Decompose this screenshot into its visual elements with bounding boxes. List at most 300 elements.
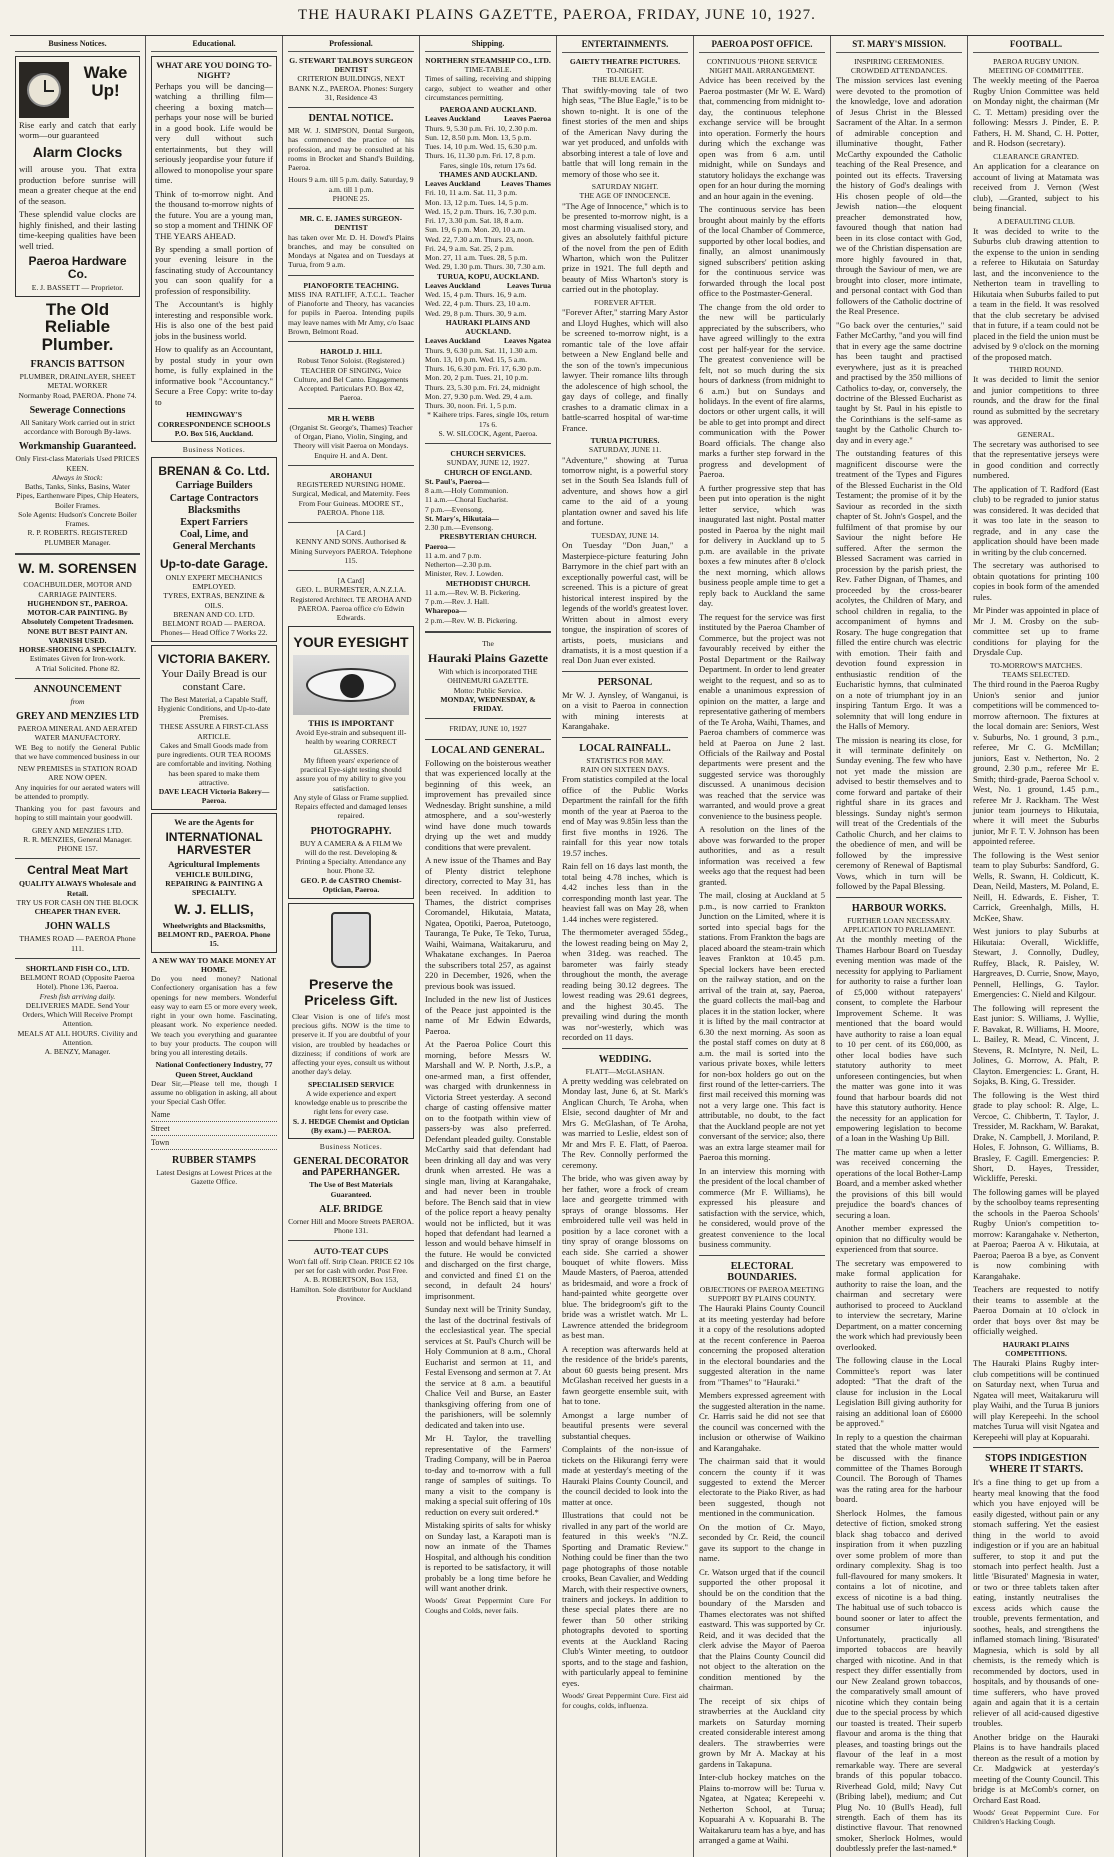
article-headline: ELECTORAL BOUNDARIES.: [727, 1260, 797, 1283]
column-business-notices: [10, 36, 146, 1857]
article-text: At the Paeroa Police Court this morning, before Messrs W. Marshall and W. P. North, J.s.P., a one-armed man, a first offender, was charged with drunkenness in Victoria Street yesterday. A second charge of casting offensive matter on to the footpath within view of passers-by was also preferred. Defendant pleaded guilty. Constable McCarthy said that defendant had been drinking all day and was very drunk when arrested. He was a single man, living at Karangahake, and had never been in trouble before. The Bench said that in view of the police report a heavy penalty would not be inflicted, but it was hoped that defendant had learned a lesson and would behave himself in the future. He would be convicted and discharged on the first charge, and convicted and fined £1 on the second, in default 24 hours' imprisonment.: [425, 1039, 551, 1301]
ad-text: We are the Agents for: [174, 816, 254, 827]
route-row: Wed. 22, 7.30 a.m. Thurs. 23, noon.: [425, 234, 534, 244]
subhead: STATISTICS FOR MAY.: [586, 755, 664, 765]
ad-text: BUY A CAMERA & A FILM We will do the rest. Developing & Printing a Specialty. Attendance any hour. Phone 32.: [295, 838, 407, 876]
route-title: TURUA, KOPU, AUCKLAND.: [437, 271, 539, 281]
ad-name: HAROLD J. HILL: [320, 347, 382, 356]
subhead: CONTINUOUS 'PHONE SERVICE: [706, 56, 818, 66]
route-row: Mon. 27, 11 a.m. Tues. 28, 5 p.m.: [425, 253, 528, 262]
ad-name: MR. C. E. JAMES SURGEON-DENTIST: [299, 214, 403, 233]
route-header: Leaves Auckland Leaves Paeroa: [425, 114, 551, 124]
ad-line: Carriage Builders: [175, 480, 253, 492]
ad-text: A wide experience and expert knowledge enable us to prescribe the right lens for every case.: [294, 1088, 408, 1117]
jar-illustration: [292, 907, 410, 973]
subhead: OBJECTIONS OF PAEROA MEETING: [699, 1284, 825, 1294]
subhead: SUPPORT BY PLAINS COUNTY.: [708, 1294, 816, 1303]
ad-text: VEHICLE BUILDING, REPAIRING & PAINTING A SPECIALTY.: [165, 869, 263, 898]
article-text: It was decided to limit the senior and junior competitions to three rounds, and the draw for the final round as submitted by the secretary was approved.: [973, 374, 1099, 427]
film-title: THE AGE OF INNOCENCE.: [579, 191, 671, 201]
film-title: FOREVER AFTER.: [593, 297, 657, 307]
ad-subhead: PHOTOGRAPHY.: [310, 825, 392, 837]
ad-text: PHONE 25.: [332, 193, 370, 203]
ad-text: GEO. L. BURMESTER, A.N.Z.I.A. Registered Architect. TE AROHA AND PAEROA. Paeroa office c/o Edwin Edwards.: [290, 585, 412, 622]
article-text: The chairman said that it would concern the county if it was suggested to extend the Mercer electorate to the Piako River, as had been suggested, though not mentioned in the communication.: [699, 1456, 825, 1519]
ad-text: NONE BUT BEST PAINT AN. VARNISH USED.: [27, 626, 128, 645]
article-text: Mr W. J. Aynsley, of Wanganui, is on a visit to Paeroa in connection with mining interests at Karangahake.: [562, 689, 688, 732]
article-text: Following on the boisterous weather that was experienced locally at the beginning of this week, an improvement has prevailed since Wednesday. Bright sunshine, a mild atmosphere, and a sou'-westerly wind have done much towards drying up the wet and muddy conditions that were prevalent.: [425, 757, 551, 852]
route-row: Thurs. 23, 5.30 p.m. Fri. 24, midnight: [425, 382, 540, 392]
subhead: APPLICATION TO PARLIAMENT.: [842, 925, 956, 935]
article-text: "The Age of Innocence," which is to be presented to-morrow night, is a most charming visualised story, and gives an absolutely faithful picture of the novel from the pen of Edith Wharton, which won the Pulitzer prize in 1921. The full depth and beauty of Miss Wharton's story is carried out in the photoplay.: [562, 200, 688, 295]
film-title: THE BLUE EAGLE.: [592, 75, 658, 85]
article-text: The secretary was authorised to see that the representative jerseys were in good condition and correctly numbered.: [973, 439, 1099, 481]
route-row: Thurs. 16, 11.30 p.m. Fri. 17, 8 p.m.: [425, 151, 536, 161]
section-header: Business Notices.: [319, 1142, 383, 1152]
section-header: Business Notices.: [15, 39, 140, 52]
route-title: THAMES AND AUCKLAND.: [438, 169, 538, 179]
ad-text: Hours 9 a.m. till 5 p.m. daily. Saturday, 9 a.m. till 1 p.m.: [288, 175, 414, 194]
article-text: In an interview this morning with the president of the local chamber of commerce (Mr F. Williams), he expressed his pleasure and satisfaction with the service, which, he considered, would prove of the greatest convenience to the local business community.: [699, 1165, 825, 1250]
ad-name: ALF. BRIDGE: [319, 1203, 383, 1215]
article-text: "Forever After," starring Mary Astor and Lloyd Hughes, which will also be screened to-morrow night, is a romantic tale of the love affair between a New England belle and the son of the town's impecunious lawyer. Their romance lilts through the adolescence of high school, the gay days of college, and finally crashes to a dramatic climax in a battle-scarred hospital of war-time France.: [562, 307, 688, 433]
gazette-nameplate: Hauraki Plains Gazette: [428, 651, 548, 665]
ad-text: My fifteen years' experience of practical Eye-sight testing should assure you of my ability to give you satisfaction.: [296, 755, 406, 793]
subhead: THIRD ROUND.: [1009, 365, 1063, 375]
route-row: Mon. 27, 9.30 p.m. Wed. 29, 4 a.m.: [425, 391, 533, 401]
subhead: TEAMS SELECTED.: [1002, 669, 1070, 679]
ad-text: THAMES ROAD — PAEROA Phone 111.: [19, 934, 136, 953]
parish-name: Paeroa—: [425, 541, 456, 551]
ad-line: General Merchants: [172, 541, 256, 553]
article-text: The third round in the Paeroa Rugby Union's senior and junior competitions will be commenced to-morrow afternoon. The fixtures at the local domain are: Seniors, West v. Suburbs, No. 1 ground, 3 p.m., referee, Mr C. G. McMillan; juniors, East v. Netherton, No. 2 ground, 2.30 p.m., referee Mr E. Smith; third-grade, Paeroa School v. West, No. 1 ground, 1.45 p.m., referee Mr J. Rackham. The West junior team journeys to Hikutaia, where it will meet the Suburbs junior, Mr F. T. V. Johnson has been appointed referee.: [973, 679, 1100, 847]
route-row: Fri. 24, 9 a.m. Sat. 25, 2 p.m.: [425, 243, 514, 253]
ad-text: CHEAPER THAN EVER.: [34, 907, 121, 917]
route-row: Wed. 22, 4 p.m. Thurs. 23, 10 a.m.: [425, 299, 531, 309]
ad-name: G. STEWART TALBOYS SURGEON DENTIST: [289, 55, 413, 74]
subhead: A DEFAULTING CLUB.: [997, 216, 1075, 226]
column-football: [968, 36, 1104, 1857]
service-row: Netherton—2.30 p.m.: [425, 560, 492, 569]
article-text: West juniors to play Suburbs at Hikutaia: Overall, Wickliffe, Stewart, J. Connolly, Dudley, Ruffey, Black, R. Paisley, W. Hargreaves, D. Currie, Snow, Mayo, Pennell, Hellings, G. Taylor. Emergencies: C. Nield and Kilgour.: [973, 926, 1099, 1000]
ad-text: Any style of Glass or Frame supplied. Repairs effected and damaged lenses repaired.: [293, 792, 409, 821]
gazette-date: FRIDAY, JUNE 10, 1927: [449, 724, 527, 734]
section-header: Educational.: [151, 39, 277, 52]
route-row: Wed. 29, 8 p.m. Thurs. 30, 9 a.m.: [425, 308, 527, 318]
ad-text: By spending a small portion of your evening leisure in the fascinating study of Accountancy you can soon qualify for a profession of responsibility.: [155, 243, 273, 296]
route-row: Wed. 15, 2 p.m. Thurs. 16, 7.30 p.m.: [425, 206, 537, 216]
subhead: PAEROA RUGBY UNION.: [993, 56, 1079, 66]
ad-name: BRENAN & Co. Ltd.: [158, 464, 270, 479]
article-text: Rain fell on 16 days last month, the total being 4.78 inches, which is 4.42 inches less than in the corresponding month last year. The heaviest fall was on May 28, when 1.44 inches were registered.: [562, 861, 688, 924]
article-text: The secretary was authorised to obtain quotations for printing 100 copies in book form of the amended rules.: [973, 560, 1099, 602]
alarm-clock-icon: [19, 62, 69, 118]
article-headline: LOCAL RAINFALL.: [579, 742, 671, 754]
ad-text: A. BENZY, Manager.: [44, 1047, 111, 1057]
article-text: The mail, closing at Auckland at 5 p.m., is now carried to Frankton Junction on the Limited, where it is sorted into special bags for the stations. From Frankton the bags are placed aboard the steam-train which leaves Frankton at 10.45 p.m. Special lockers have been erected on the railway station, and on the arrival of the train at, say, Paeroa, the guard collects the mail-bag and places it in the station locker, where it is lifted by the mail contractor at 6.30 the next morning. As soon as the postal staff comes on duty at 8 a.m. the mail is sorted into the various private boxes, while letters for non-box holders go out on the first round of the letter-carriers. The first mail received this morning was not a very large one. This fact is attributable, no doubt, to the fact that the Auckland people are not yet conversant of the service; also, there was an extra large steamer mail for Paeroa this morning.: [699, 890, 825, 1163]
ad-brenan: [151, 457, 277, 641]
article-text: Inter-club hockey matches on the Plains to-morrow will be: Turua v. Ngatea, at Ngatea; Kerepeehi v. Netherton School, at Turua; Kopuarahi A v. Kopuarahi B. The Waitakaruru team has a bye, and has arranged a game at Waihi.: [699, 1772, 825, 1845]
route-row: Thurs. 30, noon. Fri. 1, 5 p.m.: [425, 401, 517, 410]
ad-text: Estimates Given for Iron-work.: [29, 654, 126, 664]
ad-name: MR H. WEBB: [327, 413, 375, 423]
ad-text: TYRES, EXTRAS, BENZINE & OILS.: [163, 591, 265, 610]
article-headline: PERSONAL: [597, 676, 653, 688]
ad-headline: A NEW WAY TO MAKE MONEY AT HOME.: [152, 955, 276, 974]
ad-text: Perhaps you will be dancing—watching a thrilling film—cheering a boxing match—perhaps your nose will be buried in a good book. Life would be very dull without such entertainments, but they will seriously jeopardise your future if allowed to monopolise your spare time.: [155, 80, 273, 186]
article-text: A resolution on the lines of the above was forwarded to the proper authorities, and as a result information was received a few weeks ago that the request had been granted.: [699, 824, 825, 887]
ad-line: Blacksmiths: [187, 504, 241, 516]
ad-text: Won't fall off. Strip Clean. PRICE £2 10s per set for cash with order. Post Free.: [288, 1256, 414, 1276]
route-row: Wed. 15, 4 p.m. Thurs. 16, 9 a.m.: [425, 290, 527, 299]
ad-headline: WHAT ARE YOU DOING TO-NIGHT?: [156, 59, 272, 81]
subhead: TO-MORROW'S MATCHES.: [989, 660, 1083, 670]
article-text: "Adventure," showing at Turua tomorrow night, is a powerful story set in the South Sea Islands full of adventure, and shows how a girl came to the aid of a young plantation owner and saved his life and fortune.: [562, 454, 688, 528]
article-headline: HARBOUR WORKS.: [851, 902, 947, 914]
ad-text: Agricultural Implements: [168, 859, 260, 870]
ad-text: GREY AND MENZIES LTD.: [32, 825, 123, 835]
ad-name: FRANCIS BATTSON: [30, 359, 125, 371]
church-name: METHODIST CHURCH.: [445, 578, 531, 588]
column-educational: [146, 36, 283, 1857]
ad-text: Robust Tenor Soloist. (Registered.) TEACHER OF SINGING, Voice Culture, and Bel Canto. Engagements Accepted. Particulars P.O. Box 42, Paeroa.: [293, 356, 409, 403]
ad-text: (Organist St. George's, Thames) Teacher of Organ, Piano, Violin, Singing, and Theory will visit Paeroa on Mondays. Enquire H. and A. Dent.: [289, 422, 413, 460]
article-text: Mr H. Taylor, the travelling representative of the Farmers' Trading Company, will be in Paeroa to-day and to-morrow with a full range of samples of suitings. To many a visit to the company is making a special suit offering of 10s reduction on every suit ordered.*: [425, 1433, 551, 1517]
service-row: 7 p.m.—Evensong.: [425, 504, 484, 514]
ad-text: REGISTERED NURSING HOME. Surgical, Medical, and Maternity. Fees From Four Guineas. MOORE ST., PAEROA. Phone 118.: [292, 480, 410, 517]
ad-text: Any inquiries for our aerated waters will be attended to promptly.: [15, 782, 140, 801]
ad-text: DELIVERIES MADE. Send Your Orders, Which Will Receive Prompt Attention.: [22, 1000, 133, 1029]
article-text: An application for a clearance on account of living at Matamata was received from J. Vernon (West club), —Granted, subject to his being financial.: [973, 161, 1099, 214]
subhead: RAIN ON SIXTEEN DAYS.: [580, 765, 670, 775]
subhead: MEETING OF COMMITTEE.: [988, 66, 1084, 76]
ad-text: WE Beg to notify the General Public that we have commenced business in our: [15, 742, 140, 761]
subhead: HAURAKI PLAINS COMPETITIONS.: [1002, 1339, 1070, 1358]
section-title: CHURCH SERVICES.: [450, 449, 526, 458]
subhead: FLATT—McGLASHAN.: [585, 1066, 665, 1076]
ad-text: A Trial Solicited. Phone 82.: [35, 663, 120, 673]
ad-text: [A Card]: [337, 576, 365, 585]
article-text: The bride, who was given away by her father, wore a frock of cream lace and georgette trimmed with sprays of orange blossoms. Her embroidered tulle veil was held in position by a lace coronet with a tiny spray of orange blossoms on each side. She carried a shower bouquet of white flowers. Miss Maude Masters, of Paeroa, attended as bridesmaid, and wore a frock of hand-painted white georgette over blue. The bridegroom's gift to the bride was a wristlet watch. Mr L. Lawrence attended the bridegroom as best man.: [562, 1173, 688, 1341]
ad-text: MEALS AT ALL HOURS. Civility and Attention.: [17, 1028, 138, 1047]
route-title: PAEROA AND AUCKLAND.: [439, 105, 537, 114]
article-text: Teachers are requested to notify their teams to assemble at the Paeroa Domain at 10 o'clock in order that boys over 8st may be officially weighed.: [973, 1284, 1099, 1337]
article-text: At the monthly meeting of the Thames Harbour Board on Tuesday evening mention was made of the necessity for applying to Parliament for authority to raise a further loan of £5,000 without ratepayers' consent, to complete the Harbour Improvement Scheme. It was mentioned that the board would have authority to raise a loan equal to 10 per cent. of its £60,000, as other local bodies have such statutory authority to meet unforeseen contingencies, but when the matter was gone into it was found that harbour boards did not have this statutory authority. Hence the necessity for an application for empowering legislation to become of a loan in the Washing Up Bill.: [836, 934, 962, 1144]
article-text: A further progressive step that has been put into operation is the night letter service, which was inaugurated last night. Postal matter posted in Paeroa by the night mail for delivery in Auckland up to 5 p.m. are available in the private boxes a few minutes after 8 o'clock the next morning, which allows business people ample time to get a reply back to Auckland the same day.: [699, 482, 825, 609]
article-text: The receipt of six chips of strawberries at the Auckland city markets on Saturday morning created considerable interest among dealers. The strawberries were grown by Mr A. Mackay at his gardens in Takapuna.: [699, 1695, 825, 1769]
ad-name: S. J. HEDGE Chemist and Optician (By exam.) — PAEROA.: [292, 1116, 410, 1135]
ad-text: These splendid value clocks are highly finished, and their lasting time-keeping qualities have been well tried.: [19, 209, 136, 251]
ad-text: Wheelwrights and Blacksmiths, BELMONT RD., PAEROA. Phone 15.: [157, 920, 271, 949]
article-text: The mission services last evening were devoted to the promotion of the knowledge, love and adoration of Jesus Christ in the Blessed Sacrament of the Altar. In a sermon of admirable conception and illuminative thought, Father McCarthy expounded the Catholic teaching of the Real Presence, and pointed out its effects. Traversing the history of God's dealings with His chosen people of old—the Jewish nation—the eloquent preacher demonstrated how, favoured though that nation had been in its close contact with God, we of the Christian dispensation are more highly favoured in that, through the Saviour of men, we are brought into closer, more intimate, and personal contact with God than followers of the Catholic doctrine of the Real Presence.: [836, 75, 962, 317]
column-entertainments: [557, 36, 694, 1857]
ad-headline: RUBBER STAMPS: [172, 1154, 256, 1166]
gazette-the: The: [482, 638, 494, 648]
theatre-name: GAIETY THEATRE PICTURES.: [569, 56, 681, 66]
ad-headline: Alarm Clocks: [32, 143, 123, 160]
ad-subhead: THIS IS IMPORTANT: [308, 717, 394, 728]
ad-text: MISS INA RATLIFF, A.T.C.L. Teacher of Pianoforte and Theory, has vacancies for pupils in Paeroa. Intending pupils may leave names with Mr Amy, c/o Isaac Brown, Belmont Road.: [288, 289, 414, 336]
ad-text: Always in Stock:: [52, 472, 103, 482]
gazette-days: MONDAY, WEDNESDAY, & FRIDAY.: [440, 694, 536, 714]
ad-text: Avoid Eye-strain and subsequent ill-health by wearing CORRECT GLASSES.: [295, 728, 407, 756]
ad-text: Normanby Road, PAEROA. Phone 74.: [18, 390, 137, 400]
article-text: "Go back over the centuries," said Father McCarthy, "and you will find that in every age the same doctrine has been taught and practised everywhere, just as it is preached and practised by the 350 millions of Catholics to-day, or, conversely, the doctrine of the Blessed Eucharist as taught by St. Paul in his epistle to the Corinthians is the self-same as taught by the Catholic Church to-day and in every age.": [836, 319, 962, 445]
article-text: The outstanding features of this magnificent discourse were the treatment of the Types and Figures of the Blessed Eucharist in the Old Testament; the promise of it by the Saviour as recorded in the sixth chapter of St. John's Gospel, and the fulfilment of that promise by our Saviour the night before He suffered. After the sermon the Blessed Sacrament was carried in procession by the parish priest, the Rev. Father Dignan, of Thames, and proceeded by the cross-bearer acolytes, the Children of Mary, and school children in regalia, to the accompaniment of hymns and Rosary. The huge congregation that filled the entire church was electric with emotion. Their faith and devotion found expression in enthusiastic rendition of the Eucharistic hymns, that culminated on a note of triumphant joy in an inspiring Tantum Ergo. It was a solemnity that will long endure in the Halls of Memory.: [836, 448, 962, 732]
ad-text: Cakes and Small Goods made from pure ingredients. OUR TEA ROOMS are comfortable and inviting. Nothing has been spared to make them attractive.: [156, 740, 272, 787]
article-text: Sunday next will be Trinity Sunday, the last of the doctrinal festivals of the ecclesiastical year. The special services at St. Paul's Church will be Holy Communion at 8 a.m., Choral Eucharist and sermon at 11, and Festal Evensong and sermon at 7. At the service at 8 a.m. a beautiful Chalice Veil and Burse, an Easter thanksgiving offering from one of the parishioners, will be solemnly dedicated and taken into use.: [425, 1304, 551, 1430]
article-text: It was decided to write to the Suburbs club drawing attention to the expense to the union in sending a referee to Hikutaia on Saturday last, and the inconvenience to the Netherton team in travelling to Hikutaia when Suburbs failed to put a team in the field. It was resolved that the club secretary be advised that in future, if a team could not be placed in the field the union must be advised by 9 o'clock on the morning of the proposed match.: [973, 225, 1099, 362]
route-row: Sun. 19, 6 p.m. Mon. 20, 10 a.m.: [425, 225, 526, 235]
subhead: CROWDED ATTENDANCES.: [850, 66, 948, 76]
column-shipping: [420, 36, 557, 1857]
ad-text: The Best Material, a Capable Staff, Hygienic Conditions, and Up-to-date Premises.: [157, 694, 271, 722]
timetable-title: TIME-TABLE.: [464, 65, 512, 74]
route-header: Leaves Auckland Leaves Thames: [425, 179, 551, 188]
columns: [10, 36, 1104, 1854]
route-header: Leaves Auckland Leaves Turua: [425, 280, 551, 290]
article-text: The Hauraki Plains Rugby inter-club competitions will be continued on Saturday next, when Turua and Ngatea will meet, Waitakaruru will play Waihi, and the Turua B juniors will play Kerepeehi. In the school matches Turua will visit Ngatea and Kerepeehi will play at Kopuarahi.: [973, 1358, 1099, 1442]
ad-text: has taken over Mr. D. H. Dowd's Plains branches, and may be consulted on Mondays at Ngatea and on Tuesdays at Turua, from 9 a.m.: [288, 232, 414, 270]
article-text: Included in the new list of Justices of the Peace just appointed is the name of Mr Edwin Edwards, Paeroa.: [425, 994, 551, 1036]
coupon-street-field: Street: [151, 1124, 277, 1136]
route-row: Mon. 13, 12 p.m. Tues. 14, 5 p.m.: [425, 197, 529, 207]
ad-text: MOTOR-CAR PAINTING. By Absolutely Competent Tradesmen.: [21, 608, 134, 627]
ad-text: MR W. J. SIMPSON, Dental Surgeon, has commenced the practice of his profession, and may be consulted at his rooms in Brocket and Shand's Building, Paeroa.: [288, 126, 414, 172]
ad-line: Woods' Great Peppermint Cure. For Children's Hacking Cough.: [973, 1808, 1099, 1827]
ad-name: SHORTLAND FISH CO., LTD.: [25, 963, 130, 973]
ad-headline: AUTO-TEAT CUPS: [313, 1246, 389, 1257]
article-text: Mr Pinder was appointed in place of Mr J. M. Crosby on the sub-committee set up to frame conditions for playing for the Drysdale Cup.: [973, 605, 1099, 658]
subhead: SATURDAY, JUNE 11.: [588, 445, 662, 455]
route-row: Fri. 10, 11 a.m. Sat. 11, 3 p.m.: [425, 188, 518, 198]
ad-headline: GENERAL DECORATOR and PAPERHANGER.: [293, 1156, 409, 1179]
article-text: The Hauraki Plains County Council at its meeting yesterday had before it a copy of the resolutions adopted at the recent conference in Paeroa concerning the proposed alteration in the electoral boundaries and the suggested alteration in the name from "Thames" to "Hauraki.": [699, 1303, 825, 1387]
ad-text: HUGHENDON ST., PAEROA.: [27, 598, 128, 608]
ad-text: Dear Sir,—Please tell me, though I assume no obligation in asking, all about your Special Cash Offer.: [151, 1078, 277, 1107]
ad-line: Cartage Contractors: [169, 492, 259, 504]
column-professional: [283, 36, 420, 1857]
parish-name: Wharepoa—: [425, 606, 467, 616]
ad-text: QUALITY ALWAYS Wholesale and Retail.: [19, 879, 136, 898]
route-row: Thurs. 9, 5.30 p.m. Fri. 10, 2.30 p.m.: [425, 123, 538, 133]
church-name: CHURCH OF ENGLAND.: [444, 467, 532, 477]
ad-text: CRITERION BUILDINGS, NEXT BANK N.Z., PAEROA. Phones: Surgery 31, Residence 43: [288, 74, 414, 102]
ad-text: Fresh fish arriving daily.: [39, 991, 116, 1001]
article-text: Illustrations that could not be rivalled in any part of the world are featured in this week's "N.Z. Sporting and Dramatic Review." Nothing could be finer than the two page photographs of those notable crooks, Bean Cavalier, and Wedding March, with their respective owners, trainers and jockeys. In addition to these special plates there are no fewer than 50 other striking photographs devoted to sporting events at the Auckland Racing Club's Winter meeting, to outdoor sports, and to the stage and fashion, with particularly appeal to feminine eyes.: [562, 1510, 688, 1688]
ad-accountancy: [151, 56, 277, 442]
ad-name: GREY AND MENZIES LTD: [16, 711, 139, 723]
service-row: 11 a.m. and 7 p.m.: [425, 550, 482, 560]
article-text: The following is the West third grade to play school: R. Alge, L. Vercoe, C. Chibbertn, T. Taylor, J. Tressider, M. Rackham, W. Barakat, Drake, N. Campbell, J. Moriland, P. Holes, F. Johnson, G. Williams, B. Brasley, F. Cagill. Emergencies: P. Short, D. Hayes, Tressider, Wickliffe, Pereski.: [973, 1089, 1099, 1184]
eye-illustration: [293, 655, 409, 715]
ad-text: from: [70, 696, 85, 706]
ad-text: Only First-class Materials Used PRICES KEEN.: [15, 454, 140, 473]
ad-text: Think of to-morrow night. And the thousand to-morrow nights of the future. You are a young man, so stop a moment and THINK OF THE YEARS AHEAD.: [155, 188, 273, 241]
article-text: The matter came up when a letter was received concerning the operations of the local Bother-Lamp Board, and a member asked whether the provisions of this bill would prejudice the board's chances of securing a loan.: [836, 1146, 962, 1220]
ad-text: R. R. MENZIES, General Manager. PHONE 157.: [23, 834, 132, 854]
ad-headline: The Old Reliable Plumber.: [41, 299, 114, 355]
article-text: Sherlock Holmes, the famous detective of fiction, smoked strong black shag tobacco and derived inspiration from it when puzzling over some problem of more than ordinary complexity. Shag is too full-flavoured for many smokers. It contains a lot of nicotine, and excess of nicotine is a bad thing. The habitual use of such tobacco is bound sooner or later to affect the consumer injuriously. Unfortunately, practically all imported tobaccos are heavily charged with nicotine. And in that respect they differ essentially from our New Zealand grown tobaccos, the comparatively small amount of nicotine which they contain being due to the special process by which our toasted is treated. Their superb flavour and aroma is the thing that pleases, and toasting brings out the flavour of the leaf in a most remarkable way. There are several brands of this popular tobacco. Riverhead Gold, mild; Navy Cut (Bribing label), medium; and Cut Plug No. 10 (Bull's Head), full strength. Each of them has its distinctive flavour. That renowned smoker, Sherlock Holmes, would doubtlessly prefer the last-named.*: [836, 1507, 962, 1854]
service-row: 8 a.m.—Holy Communion.: [425, 486, 509, 495]
timetable-note: Times of sailing, receiving and shipping cargo, subject to weather and other circumstances permitting.: [425, 74, 551, 102]
ad-text: HORSE-SHOEING A SPECIALTY.: [19, 645, 136, 655]
article-headline: WEDDING.: [598, 1053, 652, 1065]
article-text: The change from the old order to the new will be particularly appreciated by the subscribers, who have agreed willingly to the extra cost per half-year for the service. The greatest convenience will be felt, not so much during the six hours of darkness (from midnight to 6 a.m.) but on Sundays and holidays. In the event of fire alarms, doctors or other urgent calls, it will be able to get into prompt and direct communication with the Power Board officials. The change also marks a further step forward in the progress and development of Paeroa.: [699, 301, 825, 480]
subhead: NIGHT MAIL ARRANGEMENT.: [709, 66, 815, 76]
article-text: Another member expressed the opinion that no difficulty would be experienced from that source.: [836, 1223, 962, 1255]
subhead: CLEARANCE GRANTED.: [993, 151, 1079, 161]
ad-text: will arouse you. That extra production before sunrise will mean a greater cheque at the end of the season.: [19, 164, 136, 206]
article-text: On the motion of Cr. Mayo, seconded by Cr. Reid, the council gave its support to the change in name.: [699, 1521, 825, 1564]
article-text: The following clause in the Local Committee's report was later adopted: "That the draft of the clause for inclusion in the Local Legislation Bill giving authority for raising an additional loan of £6000 be approved.": [836, 1355, 962, 1429]
column-post-office: [694, 36, 831, 1857]
article-text: The weekly meeting of the Paeroa Rugby Union Committee was held on Monday night, the chairman (Mr C. T. Mettam) presiding over the following: Messrs J. Pinder, E. P. Fathers, H. M. Shand, C. H. Potter, and R. Hodson (secretary).: [973, 75, 1099, 149]
service-row: 2.30 p.m.—Evensong.: [425, 523, 494, 532]
section-header: PAEROA POST OFFICE.: [699, 39, 825, 53]
ad-headline: Wake Up!: [83, 62, 128, 100]
article-text: Advice has been received by the Paeroa postmaster (Mr W. E. Ward) that, commencing from midnight to-day, the continuous telephone exchange service will be brought into operation. Formerly the hours during which the exchange was open was from 6 a.m. until midnight, while on Sundays and statutory holidays the exchange was open for an hour during the morning and an hour again in the evening.: [699, 75, 825, 201]
ad-name: JOHN WALLS: [44, 921, 111, 933]
ad-text: BRENAN AND CO. LTD. BELMONT ROAD — PAEROA.: [162, 609, 266, 628]
ad-name: GEO. P. de CASTRO Chemist-Optician, Paeroa.: [300, 875, 402, 894]
article-text: Mistaking spirits of salts for whisky on Sunday last, a Karapoti man is now an inmate of the Thames Hospital, and although his condition is reported to be satisfactory, it will probably be a long time before he will want another drink.: [425, 1520, 551, 1593]
article-text: Another bridge on the Hauraki Plains is to have handrails placed thereon as the result of a motion by Cr. Madgwick at yesterday's meeting of the County Council. This bridge is at McComb's corner, on Orchard East Road.: [973, 1731, 1099, 1805]
coupon-name-field: Name: [151, 1110, 277, 1122]
article-text: The thermometer averaged 55deg., the lowest reading being on May 2, when 31deg. was reached. The barometer was fairly steady throughout the month, the average reading being 30.12 degrees. The lowest reading was 29.61 degrees, and the highest 30.45. The prevailing wind during the month was nor'-westerly, which was recorded on 11 days.: [562, 927, 688, 1043]
theatre-name: TURUA PICTURES.: [590, 436, 660, 445]
ad-name: VICTORIA BAKERY.: [157, 651, 271, 666]
route-fares: Fares, single 10s, return 17s 6d.: [439, 160, 537, 170]
agent-name: S. W. SILCOCK, Agent, Paeroa.: [438, 428, 538, 438]
ad-text: R. P. ROBERTS. REGISTERED PLUMBER Manager.: [27, 528, 128, 547]
ad-text: How to qualify as an Accountant, by postal study in your own home, is fully explained in the informative book "Accountancy." Secure a Free Copy: write to-day to: [155, 344, 273, 407]
ad-name: W. M. SORENSEN: [18, 559, 137, 576]
ad-text: Your Daily Bread is our constant Care.: [161, 667, 267, 694]
ad-text: COACHBUILDER, MOTOR AND CARRIAGE PAINTERS.: [23, 580, 132, 599]
route-header: Leaves Auckland Leaves Ngatea: [425, 336, 551, 346]
ad-proprietor: E. J. BASSETT — Proprietor.: [31, 283, 124, 293]
ad-text: PLUMBER, DRAINLAYER, SHEET METAL WORKER: [19, 372, 136, 391]
subhead: GENERAL.: [1017, 429, 1055, 439]
route-row: Mon. 13, 10 p.m. Wed. 15, 5 a.m.: [425, 354, 527, 364]
ad-name: INTERNATIONAL HARVESTER: [165, 829, 263, 858]
ad-name: HEMINGWAY'S CORRESPONDENCE SCHOOLS P.O. Box 516, Auckland.: [157, 410, 271, 438]
service-row: 2 p.m.—Rev. W. B. Pickering.: [425, 615, 518, 625]
ad-headline: Preserve the Priceless Gift.: [304, 976, 398, 1008]
ad-text: Thanking you for past favours and hoping to still maintain your goodwill.: [15, 804, 140, 823]
ad-subhead: SPECIALISED SERVICE: [307, 1079, 395, 1089]
ad-subhead: Sewerage Connections: [29, 404, 126, 416]
route-row: Fri. 17, 3.30 p.m. Sat. 18, 8 a.m.: [425, 216, 524, 225]
ad-text: Sole Agents: Hudson's Concrete Boiler Frames.: [18, 509, 137, 529]
ad-text: Do you need money? National Confectionery organisation has a few openings for new members. Wonderful easy way to earn £5 or more every week, right in your own home. Fascinating, pleasant work. No experience needed. We teach you everything and guarantee to buy your products. The coupon will bring you all interesting details.: [151, 974, 277, 1058]
ad-name: AROHANUI: [329, 470, 373, 480]
article-text: A reception was afterwards held at the residence of the bride's parents, about 60 guests being present. Mrs McGlashan received her guests in a fawn georgette ensemble suit, with hat to tone.: [562, 1343, 688, 1407]
ad-text: THESE ASSURE A FIRST-CLASS ARTICLE.: [159, 722, 269, 741]
masthead: THE HAURAKI PLAINS GAZETTE, PAEROA, FRIDAY, JUNE 10, 1927.: [10, 6, 1104, 36]
ad-text: The Use of Best Materials Guaranteed.: [309, 1180, 393, 1199]
article-text: The mission is nearing its close, for it will terminate definitely on Sunday evening. The few who have not yet made the mission are advised to bestir themselves and to come forward and partake of their rightful share in its graces and blessings. Sunday night's sermon will treat of the Credentials of the Catholic Church, and her claims to the obedience of men, and will be followed by the impressive ceremony of Renewal of Baptismal Vows, which in turn will be followed by the Papal Blessing.: [836, 734, 962, 892]
route-row: Wed. 29, 1.30 p.m. Thurs. 30, 7.30 a.m.: [425, 262, 546, 272]
article-headline: LOCAL AND GENERAL.: [431, 744, 545, 756]
article-text: The following games will be played by the schoolboy teams representing the schools in the Paeroa Schools' Rugby Union's competition to-morrow: Karangahake v. Netherton, at Paeroa; Paeroa A v. Hikutaia, at Paeroa; Paeroa B a bye, as Convent is now combining with Karangahake.: [973, 1186, 1099, 1281]
ad-text: [A Card.]: [336, 528, 366, 537]
article-text: It's a fine thing to get up from a hearty meal knowing that the food which you have enjoyed will be easily digested, without pain or any stomach suffering. Yet the easiest thing in the world to avoid indigestion or if you are an habitual sufferer, to stop it and put the stomach into perfect health. Just a little 'Bisurated' Magnesia in water, or two or three tablets taken after eating, instantly neutralises the excess acids which cause the trouble, prevents fermentation, and soothes, heals, and strengthens the inflamed stomach lining. 'Bisurated' Magnesia, which is sold by all chemists, is the remedy which is recommended by doctors, used in hospitals, and by thousands of one-time sufferers, who have proved again and again that it is a certain reliever of all acid-caused digestive troubles.: [973, 1477, 1099, 1729]
ad-alarm-clocks: [15, 56, 140, 297]
article-text: Cr. Watson urged that if the council supported the other proposal it should be on the condition that the boundary of the Marsden and Thames electorates was not shifted eastward. This was supported by Cr. Reid, and it was decided that the clerk advise the Mayor of Paeroa that the Plains County Council did not object to the alteration on the condition mentioned by the chairman.: [699, 1566, 825, 1693]
article-text: On Tuesday "Don Juan," a Masterpiece-picture featuring John Barrymore in the chief part with an exceptionally powerful cast, will be screened. This is a picture of great historical interest inspired by the legends of the world's greatest lover. Written about in almost every tongue, the inspiration of scores of artists, poets, musicians and dramatists, it is a most question if a real Don Juan ever existed.: [562, 540, 688, 666]
section-header: ENTERTAINMENTS.: [562, 39, 688, 53]
service-row: 11 a.m.—Choral Eucharist.: [425, 495, 509, 505]
ad-headline: PIANOFORTE TEACHING.: [303, 280, 399, 290]
ad-hedge: [288, 903, 414, 1139]
ad-text: Phones— Head Office 7 Works 22.: [160, 628, 268, 638]
gazette-incorporated: With which is incorporated THE OHINEMURI GAZETTE.: [438, 667, 538, 686]
ad-text: TRY US FOR CASH ON THE BLOCK: [16, 897, 139, 907]
ad-text: PAEROA MINERAL AND AERATED WATER MANUFACTORY.: [17, 724, 138, 743]
ad-text: Rise early and catch that early worm—our guaranteed: [19, 119, 136, 141]
article-headline: STOPS INDIGESTION WHERE IT STARTS.: [985, 1453, 1087, 1476]
ad-text: The Accountant's is highly interesting and responsible work. His is also one of the best paid jobs in the business world.: [155, 299, 273, 341]
coupon-town-field: Town: [151, 1138, 277, 1150]
ad-line: Coal, Lime, and: [179, 529, 249, 541]
route-row: Tues. 14, 10 p.m. Wed. 15, 6.30 p.m.: [425, 142, 538, 151]
ad-harvester: [151, 813, 277, 953]
section-header: FOOTBALL.: [973, 39, 1099, 53]
ad-company: Paeroa Hardware Co.: [28, 253, 127, 282]
ad-headline: DENTAL NOTICE.: [308, 113, 394, 124]
eye-icon: [306, 668, 396, 702]
church-name: PRESBYTERIAN CHURCH.: [439, 532, 537, 542]
section-header: ST. MARY'S MISSION.: [836, 39, 962, 53]
article-text: Amongst a large number of beautiful presents were several substantial cheques.: [562, 1409, 688, 1441]
article-text: That swiftly-moving tale of two high seas, "The Blue Eagle," is to be shown to-night. It is one of the finest stories of the men and ships of the American Navy during the war yet produced, and unfolds with absorbing interest a tale of love and battle that will long remain in the memory of those who see it.: [562, 84, 688, 179]
ad-line: Expert Farriers: [180, 517, 248, 528]
article-text: Complaints of the non-issue of tickets on the Hikurangi ferry were made at yesterday's meeting of the Hauraki Plains County Council, and the council decided to look into the matter at once.: [562, 1444, 688, 1507]
article-text: The continuous service has been brought about mainly by the efforts of the local Chamber of Commerce, supported by other local bodies, and finally, an almost unanimously signed subscribers' petition asking for the continuous service was forwarded through the local post office to the Postmaster-General.: [699, 204, 825, 299]
route-note: * Kaihere trips. Fares, single 10s, return 17s 6.: [427, 410, 549, 429]
ad-text: BELMONT ROAD (Opposite Paeroa Hotel). Phone 136, Paeroa.: [20, 973, 135, 992]
company-name: NORTHERN STEAMSHIP CO., LTD.: [425, 55, 551, 65]
route-row: Mon. 20, 2 p.m. Tues. 21, 10 p.m.: [425, 373, 529, 383]
ad-subhead: Workmanship Guaranteed.: [18, 441, 137, 453]
section-header: Business Notices.: [182, 445, 246, 454]
ad-headline: Central Meat Mart: [27, 863, 128, 878]
parish-name: St. Paul's, Paeroa—: [425, 476, 490, 486]
ad-text: Clear Vision is one of life's most precious gifts. NOW is the time to preserve it. If you are doubtful of your vision, are troubled by headaches or dizziness; if conditions of work are affecting your eyes, consult us without another day's delay.: [292, 1011, 410, 1077]
route-row: Sun. 12, 8.50 p.m. Mon. 13, 5 p.m.: [425, 132, 532, 142]
ad-text: ONLY EXPERT MECHANICS EMPLOYED.: [165, 572, 263, 591]
article-text: From statistics compiled at the local office of the Public Works Department the rainfall for the fifth month of the year at Paeroa to the end of May was 9.85in less than the first five months in 1926. The rainfall for this year now totals 19.57 inches.: [562, 774, 688, 858]
ad-text: NEW PREMISES in STATION ROAD ARE NOW OPEN.: [17, 764, 138, 783]
ad-name: W. J. ELLIS,: [174, 900, 254, 917]
ad-text: DAVE LEACH Victoria Bakery—Paeroa.: [158, 787, 270, 806]
subhead: TUESDAY, JUNE 14.: [591, 530, 659, 540]
route-row: Thurs. 9, 6.30 p.m. Sat. 11, 1.30 a.m.: [425, 345, 538, 355]
church-date: SUNDAY, JUNE 12, 1927.: [446, 458, 530, 468]
ad-text: Corner Hill and Moore Streets PAEROA. Phone 131.: [288, 1216, 414, 1236]
ad-text: Baths, Tanks, Sinks, Basins, Water Pipes, Earthenware Pipes, Chip Heaters, Boiler Frames.: [16, 482, 139, 510]
article-text: The application of T. Radford (East club) to be regraded to junior status was considered. It was decided that it was too late in the season to regrade, and in any case the application should have been made in writing by the club concerned.: [973, 483, 1099, 557]
ad-line: Woods' Great Peppermint Cure. First aid for coughs, colds, influenza.: [562, 1691, 688, 1710]
service-row: 7 p.m.—Rev. J. Hall.: [425, 597, 490, 606]
service-row: 11 a.m.—Rev. W. B. Pickering.: [425, 587, 521, 597]
ad-headline: YOUR EYESIGHT: [293, 634, 409, 651]
section-header: Shipping.: [425, 39, 551, 52]
section-header: Professional.: [288, 39, 414, 52]
parish-name: St. Mary's, Hikutaia—: [425, 513, 499, 523]
